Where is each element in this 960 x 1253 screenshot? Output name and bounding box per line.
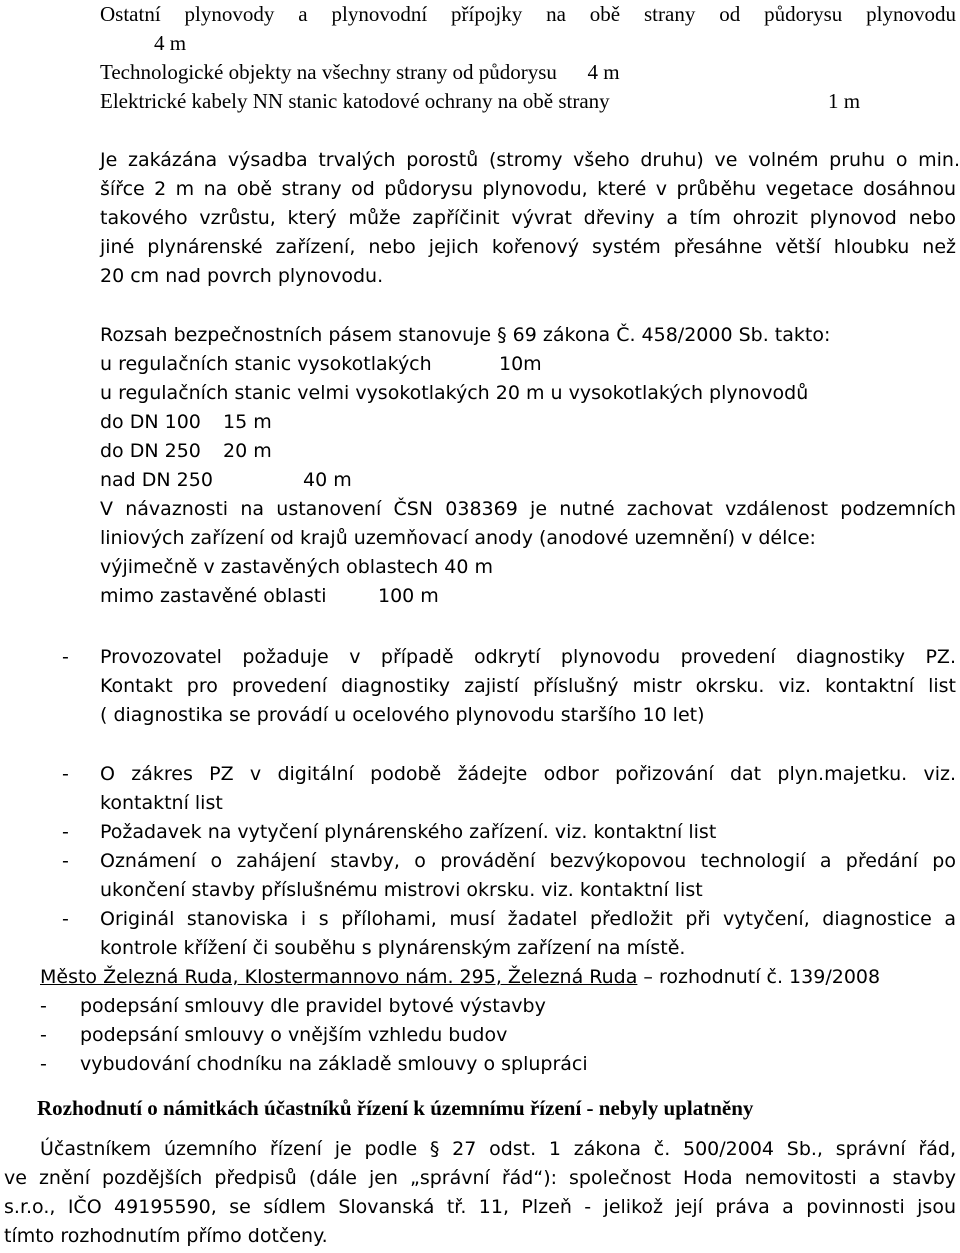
bullet-dash: - xyxy=(62,908,69,930)
built-area-distance: výjimečně v zastavěných oblastech 40 m xyxy=(100,556,493,578)
town-item-2: podepsání smlouvy o vnějším vzhledu budov xyxy=(80,1024,508,1046)
planting-line-5: 20 cm nad povrch plynovodu. xyxy=(100,265,384,287)
safety-row-3-value: 15 m xyxy=(223,411,272,433)
safety-row-3-label: do DN 100 xyxy=(100,411,201,433)
town-decision-number: – rozhodnutí č. 139/2008 xyxy=(643,966,881,988)
town-item-1: podepsání smlouvy dle pravidel bytové výstavby xyxy=(80,995,546,1017)
csn-line-1: V návaznosti na ustanovení ČSN 038369 je nutné zachovat vzdálenost podzemních xyxy=(100,498,956,520)
safety-row-4-value: 20 m xyxy=(223,440,272,462)
bullet-dash: - xyxy=(62,646,69,668)
unbuilt-area-value: 100 m xyxy=(378,585,439,607)
planting-line-4: jiné plynárenské zařízení, nebo jejich kořenový systém přesáhne větší hloubku než xyxy=(100,236,956,258)
safety-row-4-label: do DN 250 xyxy=(100,440,201,462)
objections-heading: Rozhodnutí o námitkách účastníků řízení k územnímu řízení - nebyly uplatněny xyxy=(37,1096,754,1120)
town-decision-line xyxy=(40,963,880,992)
unbuilt-area-label: mimo zastavěné oblasti xyxy=(100,585,327,607)
safety-row-5-value: 40 m xyxy=(303,469,352,491)
safety-row-1-label: u regulačních stanic vysokotlakých xyxy=(100,353,432,375)
bullet-dash: - xyxy=(62,821,69,843)
csn-line-2: liniových zařízení od krajů uzemňovací anody (anodové uzemnění) v délce: xyxy=(100,527,816,549)
distance-label-cables: Elektrické kabely NN stanic katodové ochrany na obě strany xyxy=(100,89,610,113)
bullet-original-line-2: kontrole křížení či souběhu s plynárenským zařízení na místě. xyxy=(100,937,686,959)
participants-line-1: Účastníkem územního řízení je podle § 27 odst. 1 zákona č. 500/2004 Sb., správní řád, xyxy=(40,1138,956,1160)
planting-line-2: šířce 2 m na obě strany od půdorysu plynovodu, které v průběhu vegetace dosáhnou xyxy=(100,178,956,200)
bullet-dash: - xyxy=(62,850,69,872)
safety-row-5-label: nad DN 250 xyxy=(100,469,213,491)
safety-row-1-value: 10m xyxy=(499,353,542,375)
distance-value-gas-pipes: 4 m xyxy=(154,31,187,55)
bullet-diagnostics-line-1: Provozovatel požaduje v případě odkrytí plynovodu provedení diagnostiky PZ. xyxy=(100,646,956,668)
distance-label-tech-objects: Technologické objekty na všechny strany od půdorysu xyxy=(100,60,557,84)
distance-value-cables: 1 m xyxy=(828,89,861,113)
bullet-dash: - xyxy=(40,1053,47,1075)
safety-zones-intro: Rozsah bezpečnostních pásem stanovuje § 69 zákona Č. 458/2000 Sb. takto: xyxy=(100,324,831,346)
bullet-dash: - xyxy=(40,1024,47,1046)
safety-row-2: u regulačních stanic velmi vysokotlakých 20 m u vysokotlakých plynovodů xyxy=(100,382,809,404)
town-name: Město Železná Ruda, Klostermannovo nám. 295, Železná Ruda xyxy=(40,966,638,988)
bullet-diagnostics-line-2: Kontakt pro provedení diagnostiky zajistí příslušný mistr okrsku. viz. kontaktní list xyxy=(100,675,956,697)
bullet-original-line-1: Originál stanoviska i s přílohami, musí žadatel předložit při vytyčení, diagnostice a xyxy=(100,908,956,930)
planting-line-1: Je zakázána výsadba trvalých porostů (stromy všeho druhu) ve volném pruhu o min. xyxy=(100,149,960,171)
participants-line-3: s.r.o., IČO 49195590, se sídlem Slovanská tř. 11, Plzeň - jelikož její práva a povinnosti jsou xyxy=(4,1196,956,1218)
distance-line-gas-pipes: Ostatní plynovody a plynovodní přípojky na obě strany od půdorysu plynovodu xyxy=(100,2,956,26)
bullet-staking-line-1: Požadavek na vytyčení plynárenského zařízení. viz. kontaktní list xyxy=(100,821,717,843)
distance-line-tech-objects xyxy=(100,58,620,87)
town-item-3: vybudování chodníku na základě smlouvy o splupráci xyxy=(80,1053,588,1075)
participants-line-2: ve znění pozdějších předpisů (dále jen „správní řád“): společnost Hoda nemovitosti a stavby xyxy=(4,1167,956,1189)
participants-line-4: tímto rozhodnutím přímo dotčeny. xyxy=(4,1225,328,1247)
bullet-digital-line-2: kontaktní list xyxy=(100,792,223,814)
bullet-notice-line-1: Oznámení o zahájení stavby, o provádění bezvýkopovou technologií a předání po xyxy=(100,850,956,872)
bullet-digital-line-1: O zákres PZ v digitální podobě žádejte odbor pořizování dat plyn.majetku. viz. xyxy=(100,763,956,785)
distance-value-tech-objects: 4 m xyxy=(587,60,620,84)
bullet-dash: - xyxy=(40,995,47,1017)
bullet-notice-line-2: ukončení stavby příslušnému mistrovi okrsku. viz. kontaktní list xyxy=(100,879,703,901)
bullet-dash: - xyxy=(62,763,69,785)
bullet-diagnostics-line-3: ( diagnostika se provádí u ocelového plynovodu staršího 10 let) xyxy=(100,704,705,726)
planting-line-3: takového vzrůstu, který může zapříčinit vývrat dřeviny a tím ohrozit plynovod nebo xyxy=(100,207,956,229)
